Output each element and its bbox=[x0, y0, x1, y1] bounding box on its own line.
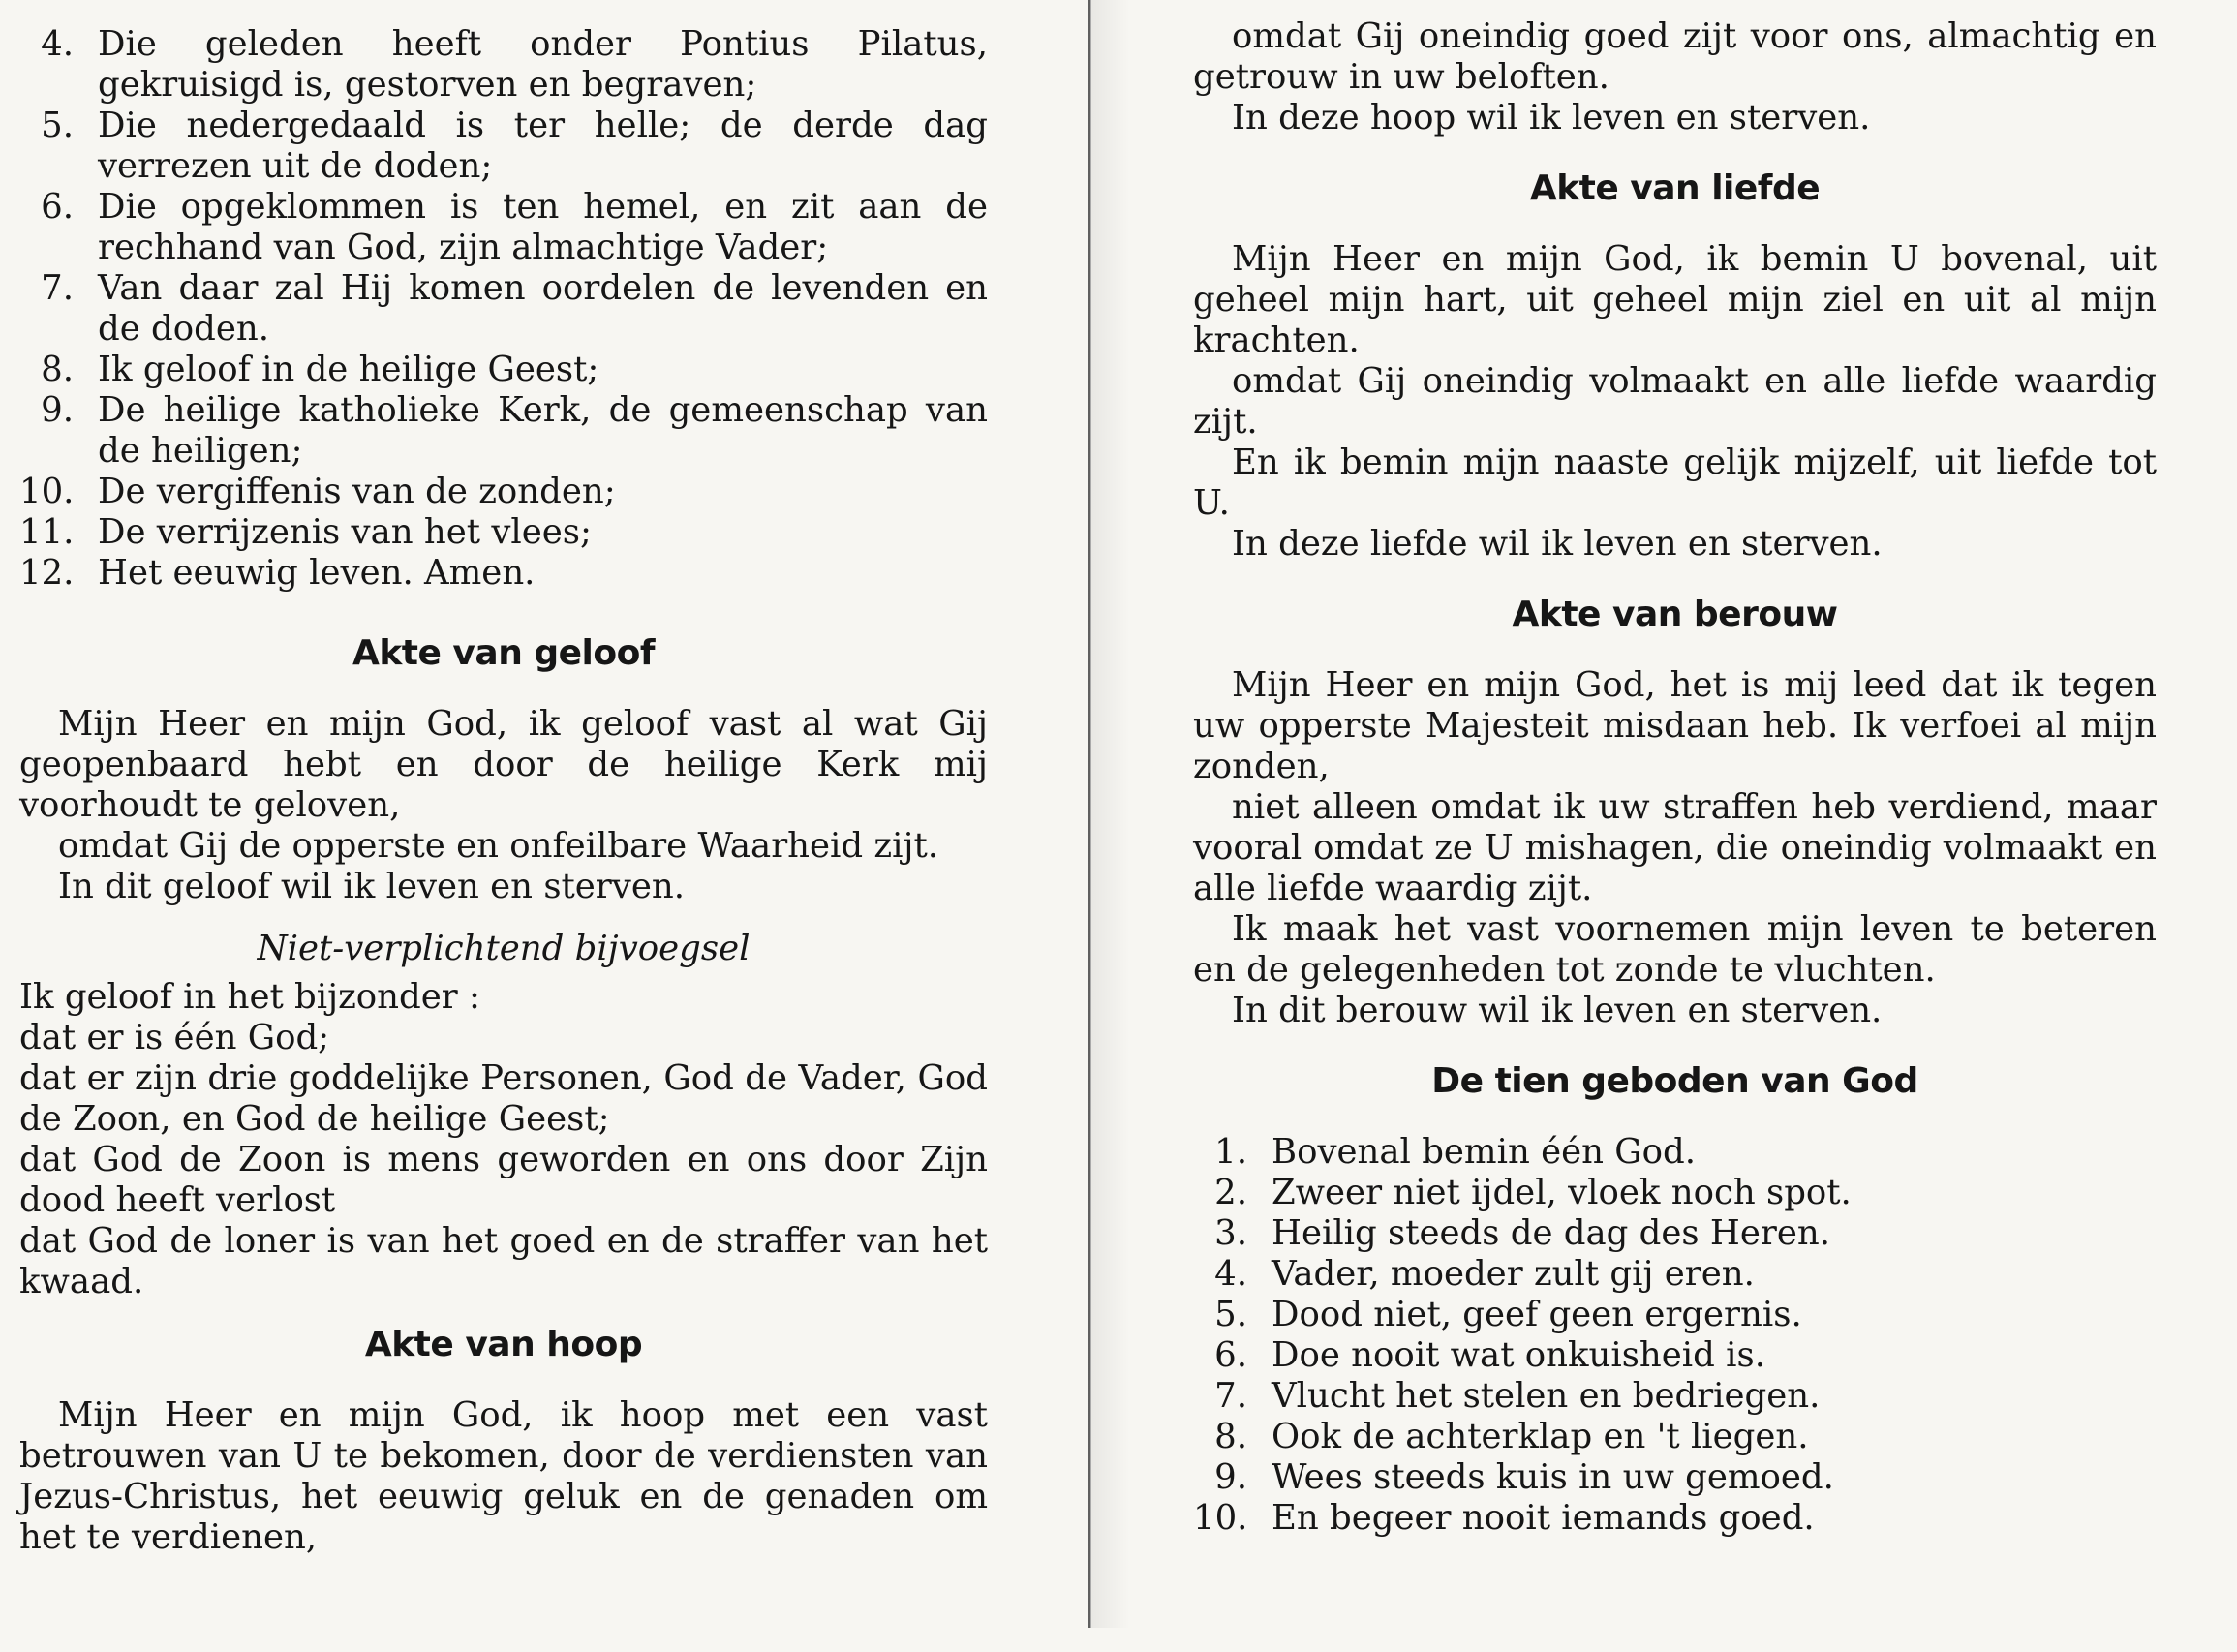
hoop-paragraph-3: In deze hoop wil ik leven en sterven. bbox=[1232, 98, 1871, 138]
list-item: 9. De heilige katholieke Kerk, de gemeenschap van de heiligen; bbox=[41, 390, 988, 471]
bijvoegsel-line: Ik geloof in het bijzonder : bbox=[19, 977, 480, 1017]
bijvoegsel-line: dat God de Zoon is mens geworden en ons door Zijn dood heeft verlost bbox=[19, 1140, 988, 1220]
list-item: 4. Vader, moeder zult gij eren. bbox=[1214, 1254, 1755, 1294]
right-page bbox=[1193, 16, 2157, 1644]
list-item: 7. Vlucht het stelen en bedriegen. bbox=[1214, 1376, 1821, 1416]
liefde-paragraph-1: Mijn Heer en mijn God, ik bemin U bovenal, uit geheel mijn hart, uit geheel mijn ziel en uit al mijn krachten. bbox=[1193, 239, 2157, 360]
list-item: 2. Zweer niet ijdel, vloek noch spot. bbox=[1214, 1173, 1852, 1212]
berouw-paragraph-2: niet alleen omdat ik uw straffen heb verdiend, maar vooral omdat ze U mishagen, die oneindig volmaakt en alle liefde waardig zijt. bbox=[1193, 787, 2157, 908]
heading-akte-van-liefde: Akte van liefde bbox=[1529, 168, 1821, 208]
geloof-paragraph-1: Mijn Heer en mijn God, ik geloof vast al wat Gij geopenbaard hebt en door de heilige Kerk mij voorhoudt te geloven, bbox=[19, 704, 988, 825]
geloof-paragraph-3: In dit geloof wil ik leven en sterven. bbox=[58, 867, 685, 906]
heading-bijvoegsel: Niet-verplichtend bijvoegsel bbox=[257, 929, 751, 968]
list-item: 4. Die geleden heeft onder Pontius Pilatus, gekruisigd is, gestorven en begraven; bbox=[41, 24, 988, 105]
list-item: 1. Bovenal bemin één God. bbox=[1214, 1132, 1696, 1172]
heading-tien-geboden: De tien geboden van God bbox=[1431, 1061, 1918, 1101]
berouw-paragraph-4: In dit berouw wil ik leven en sterven. bbox=[1232, 991, 1883, 1030]
bijvoegsel-line: dat God de loner is van het goed en de straffer van het kwaad. bbox=[19, 1221, 988, 1301]
berouw-paragraph-1: Mijn Heer en mijn God, het is mij leed dat ik tegen uw opperste Majesteit misdaan heb. Ik verfoei al mijn zonden, bbox=[1193, 665, 2157, 786]
berouw-paragraph-3: Ik maak het vast voornemen mijn leven te beteren en de gelegenheden tot zonde te vluchten. bbox=[1193, 909, 2157, 990]
list-item: 5. Dood niet, geef geen ergernis. bbox=[1214, 1295, 1802, 1334]
bijvoegsel-line: dat er zijn drie goddelijke Personen, God de Vader, God de Zoon, en God de heilige Geest; bbox=[19, 1058, 988, 1139]
left-page bbox=[19, 24, 988, 1652]
list-item: 6. Die opgeklommen is ten hemel, en zit aan de rechhand van God, zijn almachtige Vader; bbox=[41, 187, 988, 267]
geloof-paragraph-2: omdat Gij de opperste en onfeilbare Waarheid zijt. bbox=[58, 826, 939, 866]
liefde-paragraph-4: In deze liefde wil ik leven en sterven. bbox=[1232, 524, 1883, 564]
list-item: 9. Wees steeds kuis in uw gemoed. bbox=[1214, 1457, 1834, 1497]
list-item: 8. Ik geloof in de heilige Geest; bbox=[41, 350, 599, 389]
commandments-list bbox=[1193, 1132, 2157, 1539]
list-item: 10. De vergiffenis van de zonden; bbox=[19, 472, 616, 511]
list-item: 10. En begeer nooit iemands goed. bbox=[1193, 1498, 1815, 1538]
list-item: 7. Van daar zal Hij komen oordelen de levenden en de doden. bbox=[41, 268, 988, 349]
creed-list bbox=[19, 24, 988, 594]
page-fold-shadow bbox=[1091, 0, 1130, 1628]
list-item: 12. Het eeuwig leven. Amen. bbox=[19, 553, 536, 593]
hoop-paragraph-1: Mijn Heer en mijn God, ik hoop met een vast betrouwen van U te bekomen, door de verdiensten van Jezus-Christus, het eeuwig geluk en de genaden om het te verdienen, bbox=[19, 1395, 988, 1557]
heading-akte-van-geloof: Akte van geloof bbox=[352, 633, 656, 673]
list-item: 5. Die nedergedaald is ter helle; de derde dag verrezen uit de doden; bbox=[41, 106, 988, 186]
hoop-paragraph-2: omdat Gij oneindig goed zijt voor ons, almachtig en getrouw in uw beloften. bbox=[1193, 16, 2157, 97]
liefde-paragraph-2: omdat Gij oneindig volmaakt en alle liefde waardig zijt. bbox=[1193, 361, 2157, 442]
list-item: 8. Ook de achterklap en 't liegen. bbox=[1214, 1417, 1809, 1456]
heading-akte-van-hoop: Akte van hoop bbox=[364, 1325, 643, 1364]
bijvoegsel-line: dat er is één God; bbox=[19, 1018, 330, 1057]
list-item: 11. De verrijzenis van het vlees; bbox=[19, 512, 592, 552]
liefde-paragraph-3: En ik bemin mijn naaste gelijk mijzelf, uit liefde tot U. bbox=[1193, 443, 2157, 523]
heading-akte-van-berouw: Akte van berouw bbox=[1512, 595, 1838, 634]
list-item: 3. Heilig steeds de dag des Heren. bbox=[1214, 1213, 1831, 1253]
list-item: 6. Doe nooit wat onkuisheid is. bbox=[1214, 1335, 1766, 1375]
